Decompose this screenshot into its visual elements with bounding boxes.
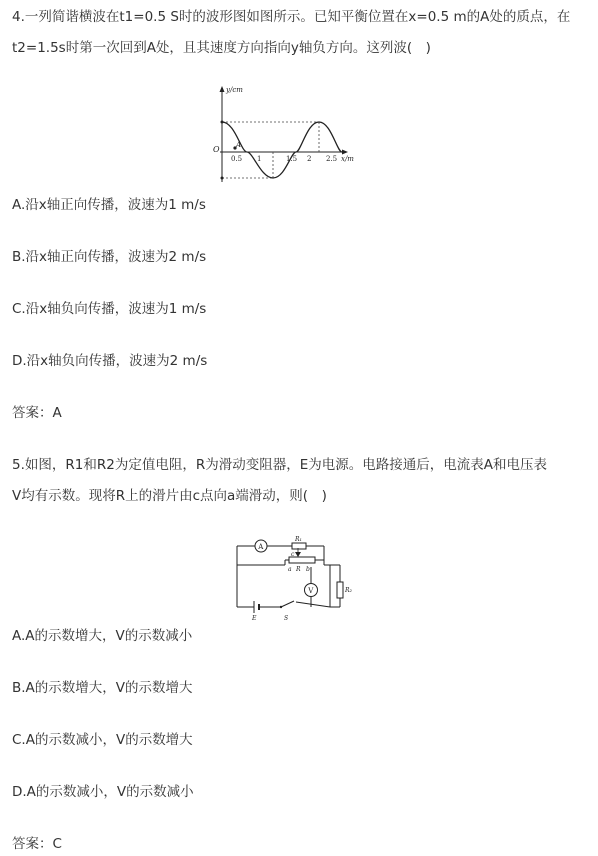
q5-option-a: A.A的示数增大，V的示数减小 (12, 628, 193, 644)
q4-stem-line1: 4.一列简谐横波在t1=0.5 S时的波形图如图所示。已知平衡位置在x=0.5 m的A处的质点，在 (12, 9, 571, 25)
rheostat-slider (295, 552, 301, 557)
wave-curve (222, 122, 342, 178)
q5-option-b: B.A的示数增大，V的示数增大 (12, 680, 193, 696)
r2-label: R₂ (345, 587, 352, 594)
y-axis-arrow (220, 86, 225, 92)
y-axis-label: y/cm (226, 86, 243, 94)
q4-option-c: C.沿x轴负向传播，波速为1 m/s (12, 301, 207, 317)
q5-answer: 答案：C (12, 836, 62, 852)
q5-option-c: C.A的示数减小，V的示数增大 (12, 732, 193, 748)
x-axis-label: x/m (341, 155, 354, 163)
e-label: E (252, 615, 257, 622)
q4-stem-line2: t2=1.5s时第一次回到A处，且其速度方向指向y轴负方向。这列波( ) (12, 40, 431, 56)
circuit-figure (230, 530, 360, 625)
x-tick-0-5: 0.5 (231, 155, 243, 163)
q4-option-b: B.沿x轴正向传播，波速为2 m/s (12, 249, 207, 265)
q5-stem-line1: 5.如图，R1和R2为定值电阻，R为滑动变阻器，E为电源。电路接通后，电流表A和电压表 (12, 457, 547, 473)
q5-stem-line2: V均有示数。现将R上的滑片由c点向a端滑动，则( ) (12, 488, 327, 504)
crest-marker (221, 121, 224, 124)
x-tick-2: 2 (307, 155, 312, 163)
c-label: c (291, 551, 295, 558)
q5-option-d: D.A的示数减小，V的示数减小 (12, 784, 194, 800)
x-tick-1-5: 1.5 (286, 155, 298, 163)
trough-marker (221, 177, 224, 180)
a-label: a (288, 566, 292, 573)
r2-resistor (337, 582, 343, 598)
switch-lever (281, 601, 294, 607)
ammeter-label: A (258, 543, 264, 551)
r-label: R (296, 566, 301, 573)
voltmeter-label: V (308, 587, 314, 595)
r1-resistor (292, 543, 306, 549)
b-label: b (306, 566, 310, 573)
x-tick-2-5: 2.5 (326, 155, 338, 163)
q4-option-d: D.沿x轴负向传播，波速为2 m/s (12, 353, 208, 369)
x-tick-1: 1 (257, 155, 262, 163)
wave-figure (195, 82, 370, 187)
q4-option-a: A.沿x轴正向传播，波速为1 m/s (12, 197, 206, 213)
s-label: S (284, 615, 289, 622)
point-a-label: A (236, 141, 242, 149)
x-axis-arrow (342, 150, 348, 155)
r1-label: R₁ (295, 536, 302, 543)
q4-answer: 答案：A (12, 405, 62, 421)
origin-label: O (213, 145, 220, 154)
